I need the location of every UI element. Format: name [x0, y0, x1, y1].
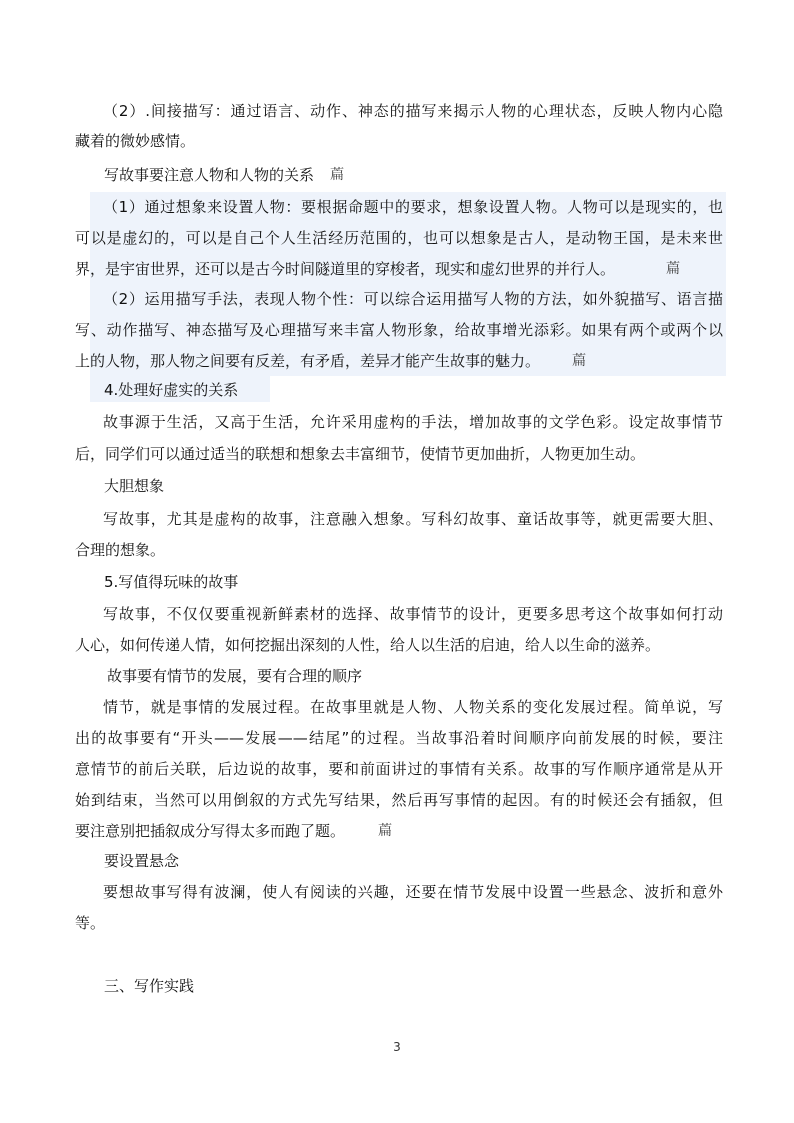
paragraph-mark-icon: 萹	[378, 823, 392, 839]
paragraph-mark-icon: 萹	[572, 353, 586, 369]
paragraph-mark-icon: 萹	[666, 261, 680, 277]
document-page: （2）.间接描写：通过语言、动作、神态的描写来揭示人物的心理状态，反映人物内心隐 藏着的微妙感情。 写故事要注意人物和人物的关系 萹 （1）通过想象来设置人物：要根据命题中的要求，想象设置人物。人物可以是现实的，也 可以是虚幻的，可以是自己个人生活经历范围的，也可以想象是古人，是动物王国，是未来世 界，是宇宙世界，还可以是古今时间隧道里的穿梭者，现实和虚幻世界的并行人。 萹 （2）运用描写手法，表现人物个性：可以综合运用描写人物的方法，如外貌描写、语言描 写、动作描写、神态描写及心理描写来丰富人物形象，给故事增光添彩。如果有两个或两个以 上的人物，那人物之间要有反差，有矛盾，差异才能产生故事的魅力。 萹 4.处理好虚实的关系 故事源于生活，又高于生活，允许采用虚构的手法，增加故事的文学色彩。设定故事情节 后，同学们可以通过适当的联想和想象去丰富细节，使情节更加曲折，人物更加生动。 大胆想象 写故事，尤其是虚构的故事，注意融入想象。写科幻故事、童话故事等，就更需要大胆、 合理的想象。 5.写值得玩味的故事 写故事，不仅仅要重视新鲜素材的选择、故事情节的设计，更要多思考这个故事如何打动 人心，如何传递人情，如何挖掘出深刻的人性，给人以生活的启迪，给人以生命的滋养。 故事要有情节的发展，要有合理的顺序 情节，就是事情的发展过程。在故事里就是人物、人物关系的变化发展过程。简单说，写 出的故事要有“开头——发展——结尾”的过程。当故事沿着时间顺序向前发展的时候，要注 意情节的前后关联，后边说的故事，要和前面讲过的事情有关系。故事的写作顺序通常是从开 始到结束，当然可以用倒叙的方式先写结果，然后再写事情的起因。有的时候还会有插叙，但 要注意别把插叙成分写得太多而跑了题。 萹 要设置悬念 要想故事写得有波澜，使人有阅读的兴趣，还要在情节发展中设置一些悬念、波折和意外 等。 三、写作实践 3	[0, 0, 794, 1123]
highlight-block-characters	[90, 192, 726, 376]
page-number: 3	[393, 1040, 401, 1054]
paragraph-mark-icon: 萹	[330, 167, 344, 183]
